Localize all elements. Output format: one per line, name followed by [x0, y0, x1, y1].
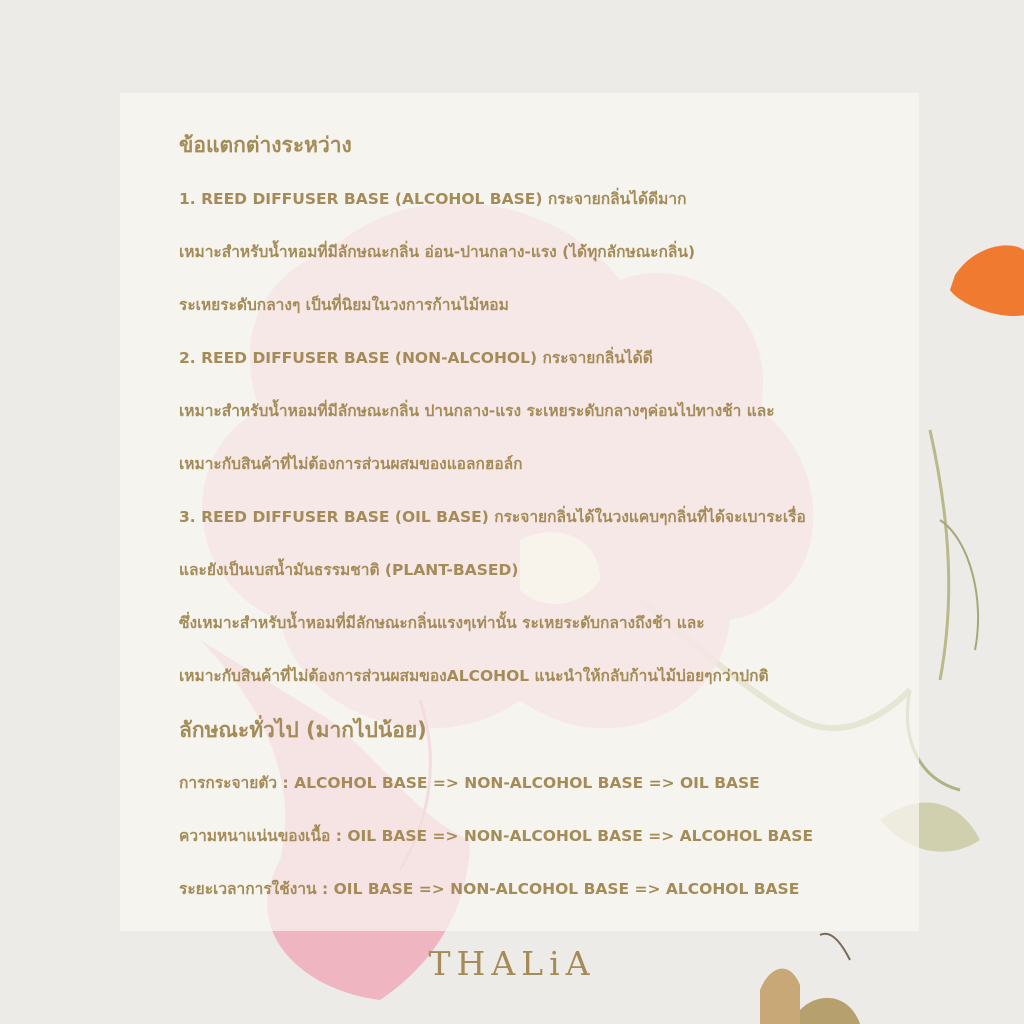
page-title: ข้อแตกต่างระหว่าง	[179, 133, 352, 157]
section-subtitle: ลักษณะทั่วไป (มากไปน้อย)	[179, 718, 427, 742]
text-line: เหมาะกับสินค้าที่ไม่ต้องการส่วนผสมของALCOHOL แนะนำให้กลับก้านไม้บ่อยๆกว่าปกติ	[179, 667, 769, 685]
orange-petal-icon	[950, 245, 1024, 316]
summary-line: ระยะเวลาการใช้งาน : OIL BASE => NON-ALCOHOL BASE => ALCOHOL BASE	[179, 880, 800, 898]
text-line: เหมาะสำหรับน้ำหอมที่มีลักษณะกลิ่น อ่อน-ปานกลาง-แรง (ได้ทุกลักษณะกลิ่น)	[179, 243, 696, 261]
text-line: 3. REED DIFFUSER BASE (OIL BASE) กระจายกลิ่นได้ในวงแคบๆกลิ่นที่ได้จะเบาระเรื่อ	[179, 508, 806, 526]
text-line: เหมาะกับสินค้าที่ไม่ต้องการส่วนผสมของแอลกฮอล์ก	[179, 455, 523, 473]
brand-logo: THALiA	[428, 944, 596, 983]
text-line: ระเหยระดับกลางๆ เป็นที่นิยมในวงการก้านไม้หอม	[179, 296, 509, 314]
text-line: เหมาะสำหรับน้ำหอมที่มีลักษณะกลิ่น ปานกลาง-แรง ระเหยระดับกลางๆค่อนไปทางช้า และ	[179, 402, 775, 420]
text-line: 1. REED DIFFUSER BASE (ALCOHOL BASE) กระจายกลิ่นได้ดีมาก	[179, 190, 687, 208]
text-line: 2. REED DIFFUSER BASE (NON-ALCOHOL) กระจายกลิ่นได้ดี	[179, 349, 653, 367]
text-line: และยังเป็นเบสน้ำมันธรรมชาติ (PLANT-BASED)	[179, 561, 519, 579]
summary-line: การกระจายตัว : ALCOHOL BASE => NON-ALCOHOL BASE => OIL BASE	[179, 774, 760, 792]
text-line: ซึ่งเหมาะสำหรับน้ำหอมที่มีลักษณะกลิ่นแรงๆเท่านั้น ระเหยระดับกลางถึงช้า และ	[179, 614, 705, 632]
summary-line: ความหนาแน่นของเนื้อ : OIL BASE => NON-ALCOHOL BASE => ALCOHOL BASE	[179, 827, 814, 845]
